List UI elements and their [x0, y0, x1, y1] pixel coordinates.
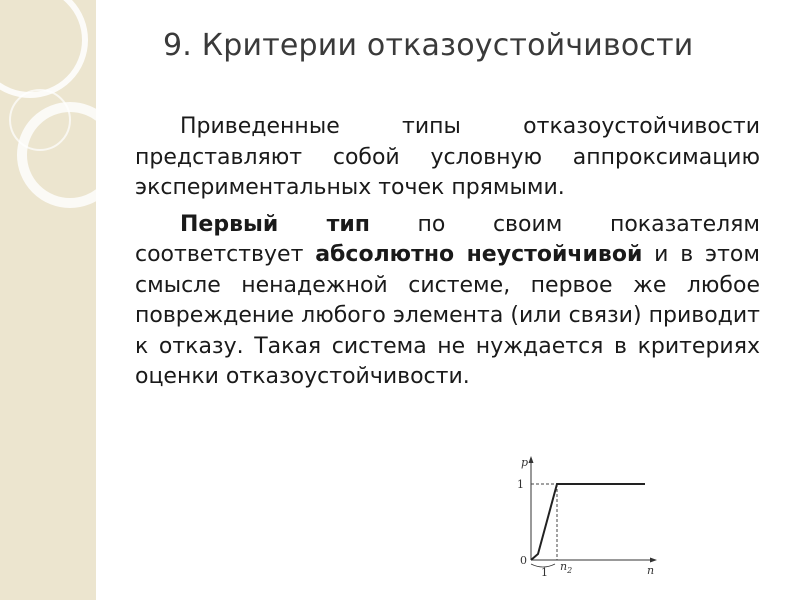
- decorative-circles-icon: [0, 0, 96, 600]
- x-tick-label-n: $n_2$: [560, 560, 573, 575]
- term-absolutely-unstable: абсолютно неустойчивой: [315, 242, 643, 267]
- slide-title: 9. Критерии отказоустойчивости: [163, 28, 694, 63]
- term-first-type: Первый тип: [180, 211, 370, 237]
- x-axis-arrow-icon: [650, 558, 657, 563]
- decorative-side-strip: [0, 0, 96, 600]
- paragraph-approximation: Приведенные типы отказоустойчивости представляют собой условную аппроксимацию экспериментальных точек прямыми.: [135, 114, 760, 200]
- paragraph-text-a: по своим показателям соответствует: [135, 211, 760, 267]
- y-tick-label: 1: [517, 478, 524, 491]
- paragraph-text-b: и в этом смысле ненадежной системе, первое же любое повреждение любого элемента (или связи) приводит к отказу. Такая система не нуждается в критериях оценки отказоустойчивости.: [135, 242, 760, 389]
- x-axis-label: n: [647, 564, 655, 577]
- y-axis-label: p: [521, 456, 529, 469]
- slide-body: [135, 112, 760, 399]
- x-tick-label-1: 1: [541, 566, 548, 579]
- y-axis-arrow-icon: [529, 456, 534, 463]
- paragraph-first-type: [135, 210, 760, 393]
- failure-curve: [531, 484, 645, 560]
- origin-label: 0: [520, 554, 527, 567]
- reliability-graph: [505, 452, 665, 582]
